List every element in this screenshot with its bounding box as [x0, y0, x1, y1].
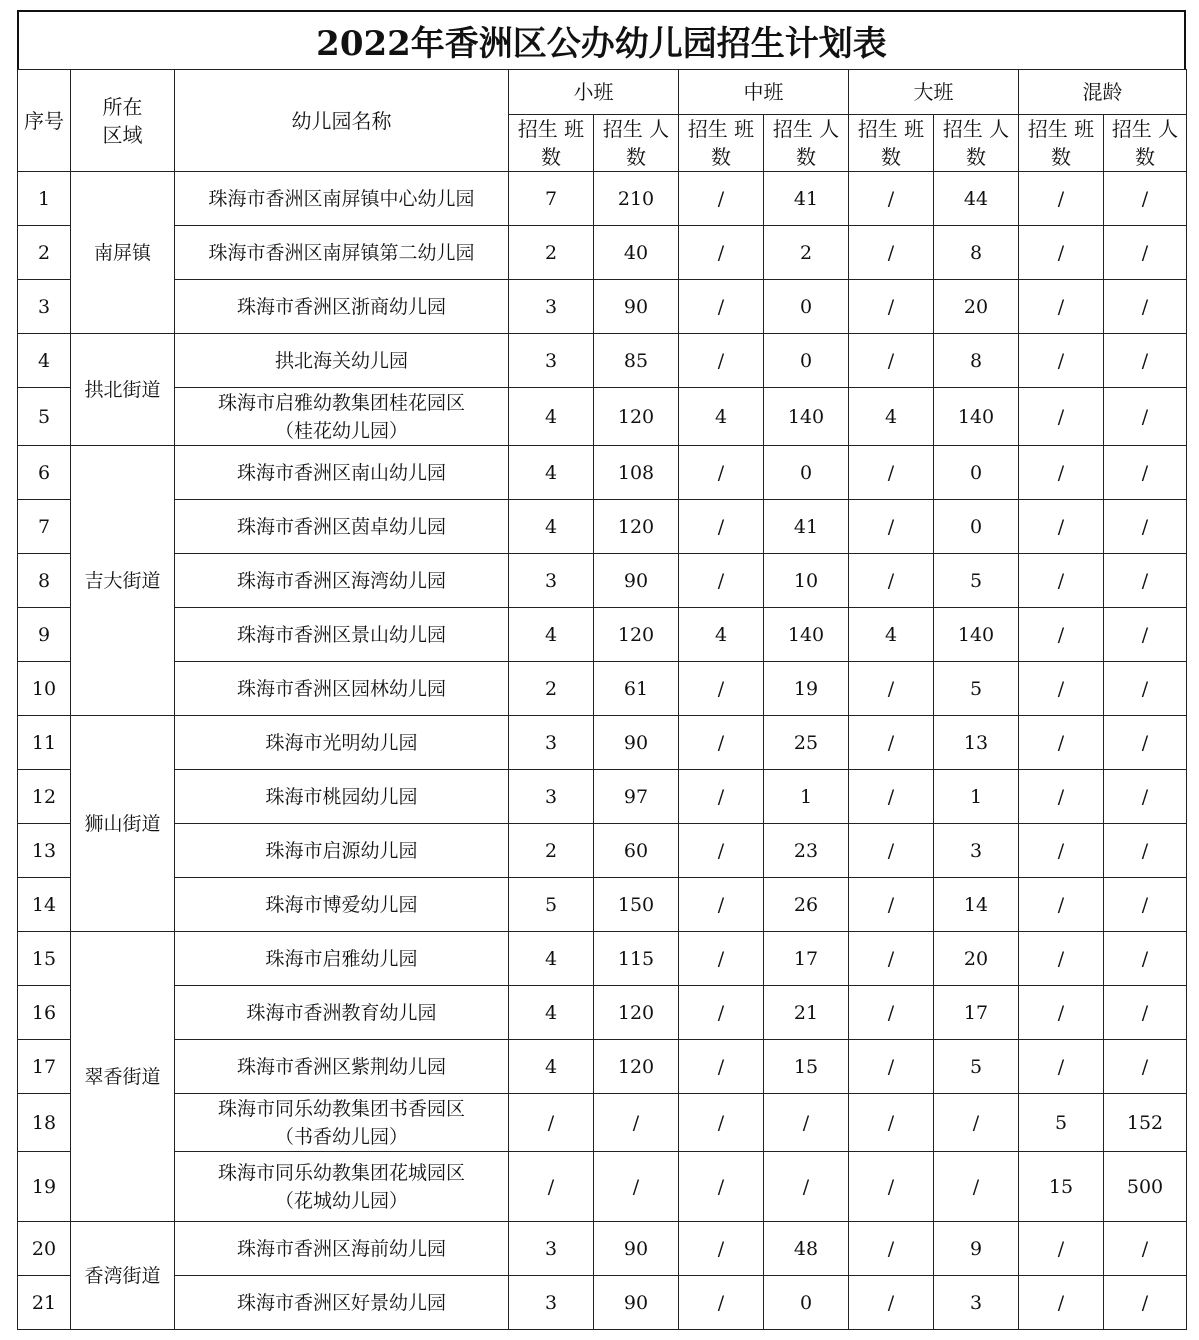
- row-value-cell: /: [934, 1152, 1019, 1222]
- row-value-cell: /: [849, 446, 934, 500]
- row-seq: 19: [18, 1152, 71, 1222]
- row-value-cell: /: [1104, 1276, 1187, 1330]
- subheader-mixed-people: [1104, 115, 1187, 172]
- row-value-cell: 3: [509, 1276, 594, 1330]
- row-value-cell: /: [1104, 770, 1187, 824]
- row-kindergarten-name: [175, 554, 509, 608]
- row-value-cell: /: [764, 1152, 849, 1222]
- subheader-line2: 数: [966, 145, 986, 169]
- row-value-cell: 4: [509, 986, 594, 1040]
- kindergarten-name-line1: 珠海市同乐幼教集团书香园区: [217, 1097, 465, 1120]
- row-value-cell: 5: [934, 662, 1019, 716]
- row-value-cell: /: [1104, 226, 1187, 280]
- subheader-line2: 数: [1051, 145, 1071, 169]
- row-seq: 17: [18, 1040, 71, 1094]
- row-value-cell: /: [1104, 716, 1187, 770]
- kindergarten-name-line1: 珠海市同乐幼教集团花城园区: [217, 1161, 465, 1184]
- row-value-cell: /: [679, 662, 764, 716]
- row-value-cell: /: [849, 1276, 934, 1330]
- table-row: [18, 280, 1187, 334]
- row-value-cell: /: [594, 1152, 679, 1222]
- header-kindergarten-name: 幼儿园名称: [175, 70, 509, 172]
- row-value-cell: 21: [764, 986, 849, 1040]
- row-value-cell: /: [1019, 1222, 1104, 1276]
- row-seq: 2: [18, 226, 71, 280]
- row-value-cell: 9: [934, 1222, 1019, 1276]
- row-seq: 20: [18, 1222, 71, 1276]
- row-seq: 6: [18, 446, 71, 500]
- row-value-cell: /: [849, 500, 934, 554]
- row-seq: 16: [18, 986, 71, 1040]
- subheader-line1: 招生 人: [602, 117, 670, 141]
- row-value-cell: 17: [934, 986, 1019, 1040]
- row-value-cell: 120: [594, 1040, 679, 1094]
- row-value-cell: /: [679, 1152, 764, 1222]
- row-value-cell: 10: [764, 554, 849, 608]
- row-value-cell: /: [1019, 608, 1104, 662]
- row-value-cell: 150: [594, 878, 679, 932]
- row-value-cell: /: [679, 554, 764, 608]
- row-value-cell: /: [849, 1222, 934, 1276]
- subheader-mixed-classes: [1019, 115, 1104, 172]
- row-value-cell: /: [679, 446, 764, 500]
- row-value-cell: /: [849, 716, 934, 770]
- row-value-cell: 61: [594, 662, 679, 716]
- row-value-cell: /: [1104, 878, 1187, 932]
- table-row: [18, 226, 1187, 280]
- row-value-cell: 3: [934, 1276, 1019, 1330]
- row-value-cell: 40: [594, 226, 679, 280]
- row-value-cell: /: [1104, 280, 1187, 334]
- row-value-cell: /: [1104, 986, 1187, 1040]
- row-value-cell: /: [1019, 878, 1104, 932]
- row-value-cell: 14: [934, 878, 1019, 932]
- row-value-cell: 90: [594, 554, 679, 608]
- subheader-line2: 数: [796, 145, 816, 169]
- kindergarten-name-line2: （花城幼儿园）: [274, 1189, 408, 1212]
- subheader-line1: 招生 人: [772, 117, 840, 141]
- subheader-line1: 招生 班: [1027, 117, 1095, 141]
- row-value-cell: /: [849, 172, 934, 226]
- subheader-line1: 招生 班: [517, 117, 585, 141]
- row-kindergarten-name: [175, 878, 509, 932]
- kindergarten-name-line1: 珠海市香洲区浙商幼儿园: [236, 295, 446, 318]
- row-value-cell: 210: [594, 172, 679, 226]
- row-kindergarten-name: [175, 446, 509, 500]
- row-value-cell: 48: [764, 1222, 849, 1276]
- row-value-cell: 85: [594, 334, 679, 388]
- row-kindergarten-name: [175, 388, 509, 446]
- table-row: [18, 878, 1187, 932]
- row-value-cell: 4: [509, 1040, 594, 1094]
- kindergarten-name-line1: 珠海市启雅幼教集团桂花园区: [217, 391, 465, 414]
- kindergarten-name-line1: 珠海市桃园幼儿园: [265, 785, 418, 808]
- row-value-cell: 4: [509, 932, 594, 986]
- subheader-small-classes: [509, 115, 594, 172]
- kindergarten-name-line1: 珠海市香洲教育幼儿园: [246, 1001, 437, 1024]
- row-value-cell: 120: [594, 608, 679, 662]
- table-row: [18, 824, 1187, 878]
- kindergarten-name-line1: 珠海市香洲区园林幼儿园: [236, 677, 446, 700]
- row-value-cell: /: [849, 770, 934, 824]
- row-value-cell: /: [679, 1094, 764, 1152]
- row-district: 吉大街道: [71, 446, 175, 716]
- row-value-cell: 3: [509, 554, 594, 608]
- row-value-cell: /: [1019, 770, 1104, 824]
- row-kindergarten-name: [175, 1152, 509, 1222]
- subheader-line2: 数: [626, 145, 646, 169]
- row-value-cell: /: [849, 1094, 934, 1152]
- row-value-cell: 1: [764, 770, 849, 824]
- kindergarten-name-line1: 珠海市香洲区海前幼儿园: [236, 1237, 446, 1260]
- header-group-middle: 中班: [679, 70, 849, 115]
- subheader-small-people: [594, 115, 679, 172]
- row-value-cell: /: [679, 172, 764, 226]
- row-value-cell: 120: [594, 500, 679, 554]
- table-row: [18, 334, 1187, 388]
- row-value-cell: 0: [764, 446, 849, 500]
- header-district-line2: 区域: [102, 122, 143, 147]
- row-value-cell: 8: [934, 226, 1019, 280]
- row-value-cell: /: [1019, 554, 1104, 608]
- row-kindergarten-name: [175, 770, 509, 824]
- kindergarten-name-line1: 珠海市香洲区紫荆幼儿园: [236, 1055, 446, 1078]
- row-value-cell: 0: [764, 334, 849, 388]
- row-seq: 4: [18, 334, 71, 388]
- row-value-cell: /: [1104, 1040, 1187, 1094]
- row-value-cell: /: [679, 280, 764, 334]
- table-row: [18, 1040, 1187, 1094]
- row-value-cell: 4: [509, 608, 594, 662]
- table-row: [18, 770, 1187, 824]
- row-kindergarten-name: [175, 608, 509, 662]
- enrollment-plan-table-wrapper: [17, 10, 1186, 1330]
- row-value-cell: /: [1019, 388, 1104, 446]
- row-value-cell: /: [849, 662, 934, 716]
- row-value-cell: 2: [509, 662, 594, 716]
- row-value-cell: /: [1019, 662, 1104, 716]
- row-value-cell: /: [679, 716, 764, 770]
- subheader-line2: 数: [541, 145, 561, 169]
- row-value-cell: /: [1019, 1276, 1104, 1330]
- row-value-cell: 26: [764, 878, 849, 932]
- row-seq: 13: [18, 824, 71, 878]
- row-seq: 3: [18, 280, 71, 334]
- row-value-cell: /: [1104, 824, 1187, 878]
- row-value-cell: 90: [594, 716, 679, 770]
- row-value-cell: 2: [509, 226, 594, 280]
- row-value-cell: 4: [849, 388, 934, 446]
- table-row: [18, 388, 1187, 446]
- row-value-cell: /: [1104, 932, 1187, 986]
- row-seq: 5: [18, 388, 71, 446]
- row-kindergarten-name: [175, 824, 509, 878]
- row-kindergarten-name: [175, 334, 509, 388]
- row-district: 南屏镇: [71, 172, 175, 334]
- row-value-cell: /: [1019, 716, 1104, 770]
- row-seq: 9: [18, 608, 71, 662]
- row-value-cell: 120: [594, 986, 679, 1040]
- table-title: 2022年香洲区公办幼儿园招生计划表: [17, 10, 1186, 69]
- row-value-cell: 25: [764, 716, 849, 770]
- header-group-large: 大班: [849, 70, 1019, 115]
- row-value-cell: /: [849, 554, 934, 608]
- row-value-cell: /: [849, 280, 934, 334]
- row-kindergarten-name: [175, 1222, 509, 1276]
- header-seq: 序号: [18, 70, 71, 172]
- row-value-cell: 2: [764, 226, 849, 280]
- row-value-cell: /: [849, 334, 934, 388]
- row-value-cell: 4: [679, 388, 764, 446]
- row-value-cell: 2: [509, 824, 594, 878]
- row-kindergarten-name: [175, 1276, 509, 1330]
- row-value-cell: /: [849, 226, 934, 280]
- row-kindergarten-name: [175, 986, 509, 1040]
- row-value-cell: 4: [679, 608, 764, 662]
- row-value-cell: 5: [934, 554, 1019, 608]
- row-kindergarten-name: [175, 662, 509, 716]
- row-seq: 11: [18, 716, 71, 770]
- kindergarten-name-line1: 珠海市香洲区景山幼儿园: [236, 623, 446, 646]
- row-value-cell: /: [934, 1094, 1019, 1152]
- table-row: [18, 446, 1187, 500]
- row-value-cell: 90: [594, 1276, 679, 1330]
- subheader-line1: 招生 班: [687, 117, 755, 141]
- row-value-cell: 0: [764, 280, 849, 334]
- row-value-cell: /: [1104, 172, 1187, 226]
- row-value-cell: /: [1019, 226, 1104, 280]
- row-value-cell: /: [1019, 172, 1104, 226]
- row-kindergarten-name: [175, 716, 509, 770]
- row-value-cell: 13: [934, 716, 1019, 770]
- kindergarten-name-line1: 珠海市香洲区好景幼儿园: [236, 1291, 446, 1314]
- row-value-cell: /: [849, 1040, 934, 1094]
- row-value-cell: /: [1104, 554, 1187, 608]
- row-value-cell: /: [764, 1094, 849, 1152]
- kindergarten-name-line1: 珠海市香洲区海湾幼儿园: [236, 569, 446, 592]
- subheader-line1: 招生 人: [1111, 117, 1179, 141]
- row-seq: 8: [18, 554, 71, 608]
- row-value-cell: 152: [1104, 1094, 1187, 1152]
- subheader-line1: 招生 班: [857, 117, 925, 141]
- table-row: [18, 986, 1187, 1040]
- row-value-cell: 1: [934, 770, 1019, 824]
- row-value-cell: /: [509, 1152, 594, 1222]
- kindergarten-name-line1: 珠海市启源幼儿园: [265, 839, 418, 862]
- row-value-cell: 8: [934, 334, 1019, 388]
- row-kindergarten-name: [175, 280, 509, 334]
- row-kindergarten-name: [175, 932, 509, 986]
- table-body: [18, 172, 1187, 1330]
- kindergarten-name-line1: 珠海市香洲区南山幼儿园: [236, 461, 446, 484]
- row-value-cell: /: [1019, 280, 1104, 334]
- row-value-cell: 15: [1019, 1152, 1104, 1222]
- row-value-cell: 5: [509, 878, 594, 932]
- row-value-cell: /: [679, 1222, 764, 1276]
- table-row: [18, 716, 1187, 770]
- kindergarten-name-line1: 珠海市香洲区南屏镇第二幼儿园: [208, 241, 475, 264]
- row-seq: 21: [18, 1276, 71, 1330]
- row-value-cell: /: [1019, 334, 1104, 388]
- table-row: [18, 1222, 1187, 1276]
- header-district-line1: 所在: [102, 94, 143, 119]
- row-district: 香湾街道: [71, 1222, 175, 1330]
- row-kindergarten-name: [175, 172, 509, 226]
- kindergarten-name-line1: 珠海市启雅幼儿园: [265, 947, 418, 970]
- row-value-cell: 3: [509, 334, 594, 388]
- enrollment-plan-table: [17, 69, 1187, 1330]
- row-seq: 14: [18, 878, 71, 932]
- table-row: [18, 1094, 1187, 1152]
- row-value-cell: /: [1104, 1222, 1187, 1276]
- row-value-cell: /: [1019, 986, 1104, 1040]
- header-group-small: 小班: [509, 70, 679, 115]
- table-header: [18, 70, 1187, 172]
- row-value-cell: 90: [594, 1222, 679, 1276]
- row-value-cell: 140: [934, 388, 1019, 446]
- row-value-cell: /: [1019, 824, 1104, 878]
- table-row: [18, 1152, 1187, 1222]
- table-row: [18, 554, 1187, 608]
- row-value-cell: /: [1019, 1040, 1104, 1094]
- header-group-mixed: 混龄: [1019, 70, 1187, 115]
- table-row: [18, 1276, 1187, 1330]
- row-value-cell: /: [679, 334, 764, 388]
- row-value-cell: /: [1104, 662, 1187, 716]
- row-value-cell: /: [1104, 388, 1187, 446]
- row-value-cell: 140: [764, 388, 849, 446]
- row-kindergarten-name: [175, 500, 509, 554]
- row-value-cell: 4: [509, 446, 594, 500]
- row-seq: 1: [18, 172, 71, 226]
- row-kindergarten-name: [175, 1094, 509, 1152]
- subheader-line2: 数: [881, 145, 901, 169]
- subheader-large-people: [934, 115, 1019, 172]
- row-value-cell: 3: [509, 280, 594, 334]
- kindergarten-name-line2: （书香幼儿园）: [274, 1125, 408, 1148]
- row-value-cell: 15: [764, 1040, 849, 1094]
- row-value-cell: /: [679, 1276, 764, 1330]
- row-value-cell: /: [1104, 500, 1187, 554]
- subheader-middle-classes: [679, 115, 764, 172]
- row-value-cell: 500: [1104, 1152, 1187, 1222]
- row-value-cell: 23: [764, 824, 849, 878]
- row-value-cell: 90: [594, 280, 679, 334]
- row-value-cell: 19: [764, 662, 849, 716]
- row-value-cell: 97: [594, 770, 679, 824]
- row-value-cell: 60: [594, 824, 679, 878]
- row-kindergarten-name: [175, 226, 509, 280]
- row-value-cell: 3: [509, 770, 594, 824]
- row-value-cell: /: [1104, 446, 1187, 500]
- row-value-cell: /: [849, 878, 934, 932]
- subheader-large-classes: [849, 115, 934, 172]
- row-value-cell: 5: [1019, 1094, 1104, 1152]
- kindergarten-name-line1: 珠海市香洲区南屏镇中心幼儿园: [208, 187, 475, 210]
- row-value-cell: /: [1104, 608, 1187, 662]
- row-value-cell: /: [679, 226, 764, 280]
- row-value-cell: 3: [509, 716, 594, 770]
- row-value-cell: 0: [934, 500, 1019, 554]
- row-value-cell: /: [679, 500, 764, 554]
- row-seq: 15: [18, 932, 71, 986]
- kindergarten-name-line2: （桂花幼儿园）: [274, 419, 408, 442]
- row-value-cell: /: [509, 1094, 594, 1152]
- row-value-cell: 120: [594, 388, 679, 446]
- row-value-cell: 41: [764, 172, 849, 226]
- row-district: 拱北街道: [71, 334, 175, 446]
- row-value-cell: 5: [934, 1040, 1019, 1094]
- row-value-cell: 4: [509, 500, 594, 554]
- row-value-cell: 17: [764, 932, 849, 986]
- row-seq: 12: [18, 770, 71, 824]
- row-value-cell: 44: [934, 172, 1019, 226]
- row-value-cell: 41: [764, 500, 849, 554]
- row-value-cell: /: [849, 986, 934, 1040]
- row-value-cell: 3: [509, 1222, 594, 1276]
- row-value-cell: /: [679, 1040, 764, 1094]
- subheader-line2: 数: [1135, 145, 1155, 169]
- row-value-cell: 0: [764, 1276, 849, 1330]
- row-district: 翠香街道: [71, 932, 175, 1222]
- row-value-cell: /: [849, 824, 934, 878]
- row-value-cell: /: [679, 770, 764, 824]
- kindergarten-name-line1: 珠海市香洲区茵卓幼儿园: [236, 515, 446, 538]
- table-row: [18, 662, 1187, 716]
- subheader-middle-people: [764, 115, 849, 172]
- table-row: [18, 500, 1187, 554]
- row-value-cell: /: [679, 986, 764, 1040]
- row-value-cell: 7: [509, 172, 594, 226]
- row-seq: 10: [18, 662, 71, 716]
- row-kindergarten-name: [175, 1040, 509, 1094]
- table-row: [18, 172, 1187, 226]
- header-district: [71, 70, 175, 172]
- row-value-cell: /: [1019, 932, 1104, 986]
- row-value-cell: /: [679, 824, 764, 878]
- row-value-cell: 108: [594, 446, 679, 500]
- row-value-cell: 140: [934, 608, 1019, 662]
- kindergarten-name-line1: 珠海市光明幼儿园: [265, 731, 418, 754]
- table-row: [18, 932, 1187, 986]
- row-value-cell: 140: [764, 608, 849, 662]
- row-value-cell: /: [849, 1152, 934, 1222]
- row-value-cell: /: [1019, 446, 1104, 500]
- kindergarten-name-line1: 拱北海关幼儿园: [274, 349, 408, 372]
- subheader-line2: 数: [711, 145, 731, 169]
- row-seq: 18: [18, 1094, 71, 1152]
- row-value-cell: 4: [509, 388, 594, 446]
- row-value-cell: /: [594, 1094, 679, 1152]
- row-district: 狮山街道: [71, 716, 175, 932]
- row-value-cell: /: [679, 932, 764, 986]
- row-value-cell: /: [1104, 334, 1187, 388]
- row-value-cell: 4: [849, 608, 934, 662]
- kindergarten-name-line1: 珠海市博爱幼儿园: [265, 893, 418, 916]
- row-value-cell: 115: [594, 932, 679, 986]
- row-seq: 7: [18, 500, 71, 554]
- row-value-cell: 20: [934, 280, 1019, 334]
- subheader-line1: 招生 人: [942, 117, 1010, 141]
- row-value-cell: /: [679, 878, 764, 932]
- row-value-cell: 0: [934, 446, 1019, 500]
- table-row: [18, 608, 1187, 662]
- row-value-cell: /: [849, 932, 934, 986]
- row-value-cell: 3: [934, 824, 1019, 878]
- row-value-cell: 20: [934, 932, 1019, 986]
- row-value-cell: /: [1019, 500, 1104, 554]
